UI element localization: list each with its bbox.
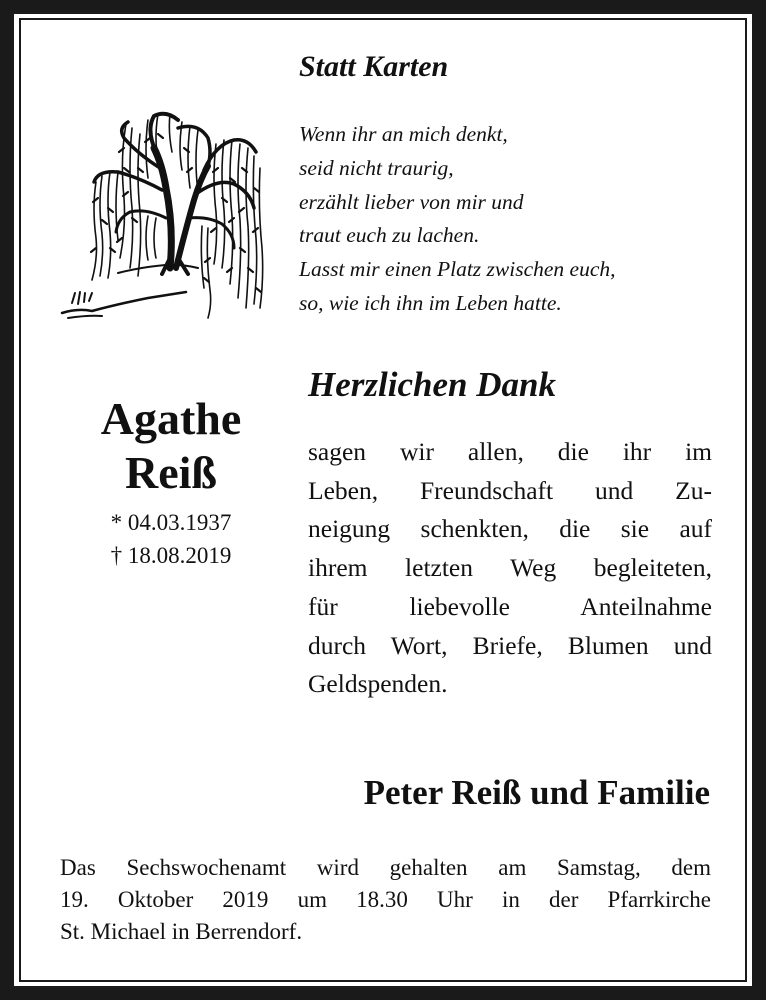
life-dates [60, 506, 282, 572]
thanks-line: durch Wort, Briefe, Blumen und [308, 630, 712, 660]
deceased-first-name: Agathe [100, 393, 242, 444]
poem-line: so, wie ich ihn im Leben hatte. [299, 290, 562, 315]
service-notice [60, 852, 711, 948]
poem-line: erzählt lieber von mir und [299, 189, 524, 214]
thanks-line: Geldspenden. [308, 669, 448, 699]
thanks-text [308, 433, 712, 704]
poem-line: traut euch zu lachen. [299, 223, 480, 248]
thanks-heading: Herzlichen Dank [308, 365, 556, 404]
poem-line: Wenn ihr an mich denkt, [299, 122, 508, 146]
notice-line: St. Michael in Berrendorf. [60, 919, 303, 944]
thanks-line: neigung schenkten, die sie auf [308, 514, 712, 544]
deceased-block [60, 392, 282, 572]
death-date: † 18.08.2019 [110, 543, 232, 568]
notice-line: 19. Oktober 2019 um 18.30 Uhr in der Pfarrkirche [60, 887, 711, 912]
birth-date: * 04.03.1937 [110, 510, 232, 535]
weeping-willow-icon [58, 108, 278, 323]
notice-line: Das Sechswochenamt wird gehalten am Samstag, dem [60, 855, 711, 880]
thanks-line: Leben, Freundschaft und Zu- [308, 475, 712, 505]
thanks-line: für liebevolle Anteilnahme [308, 591, 712, 621]
poem [299, 118, 616, 321]
poem-line: Lasst mir einen Platz zwischen euch, [299, 257, 616, 282]
poem-line: seid nicht traurig, [299, 155, 454, 180]
header-title: Statt Karten [299, 50, 449, 83]
thanks-line: sagen wir allen, die ihr im [308, 437, 712, 466]
deceased-last-name: Reiß [125, 447, 217, 498]
family-signature: Peter Reiß und Familie [363, 773, 710, 812]
thanks-line: ihrem letzten Weg begleiteten, [308, 553, 712, 583]
